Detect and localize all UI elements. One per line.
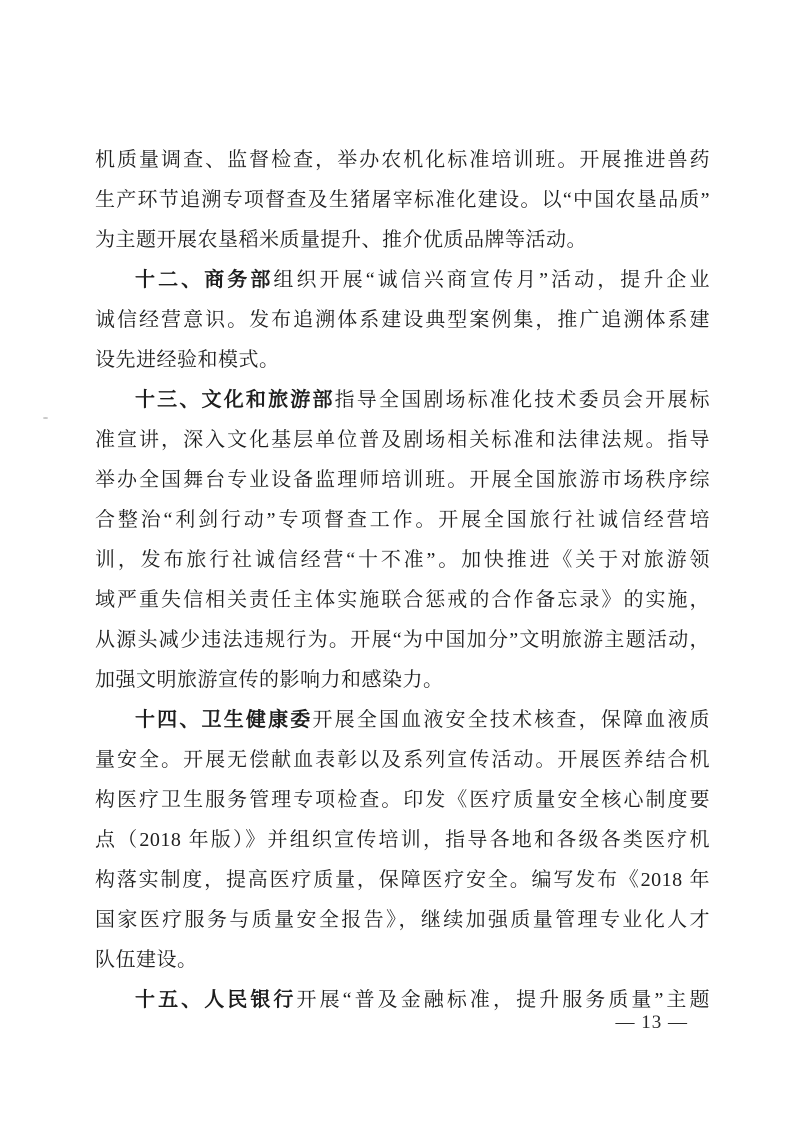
text-run: 构医疗卫生服务管理专项检查。印发《医疗质量安全核心制度要: [95, 789, 710, 811]
text-line: [95, 620, 710, 660]
text-run: 生产环节追溯专项督查及生猪屠宰标准化建设。以“中国农垦品质”: [95, 189, 710, 211]
scan-artifact: [43, 417, 48, 419]
text-run: 国家医疗服务与质量安全报告》，继续加强质量管理专业化人才: [95, 909, 710, 931]
paragraph: [95, 260, 710, 380]
text-line: [95, 660, 710, 700]
text-run: 准宣讲，深入文化基层单位普及剧场相关标准和法律法规。指导: [95, 429, 710, 451]
text-line: [95, 780, 710, 820]
text-line: [95, 580, 710, 620]
text-run: 构落实制度，提高医疗质量，保障医疗安全。编写发布《2018 年: [95, 869, 710, 891]
text-run: 域严重失信相关责任主体实施联合惩戒的合作备忘录》的实施，: [95, 589, 710, 611]
text-line: [95, 540, 710, 580]
text-line: [95, 300, 710, 340]
paragraph: [95, 700, 710, 980]
bold-run: 十三、文化和旅游部: [135, 389, 335, 411]
text-run: 从源头减少违法违规行为。开展“为中国加分”文明旅游主题活动，: [95, 629, 710, 651]
text-run: 诚信经营意识。发布追溯体系建设典型案例集，推广追溯体系建: [95, 309, 710, 331]
text-run: 开展“普及金融标准，提升服务质量”主题: [296, 989, 710, 1011]
text-run: 点（2018 年版）》并组织宣传培训，指导各地和各级各类医疗机: [95, 829, 710, 851]
text-line: [95, 140, 710, 180]
text-run: 举办全国舞台专业设备监理师培训班。开展全国旅游市场秩序综: [95, 469, 710, 491]
text-line: [95, 820, 710, 860]
text-line: [95, 900, 710, 940]
text-column: [95, 140, 710, 1020]
bold-run: 十四、卫生健康委: [135, 709, 313, 731]
text-run: 合整治“利剑行动”专项督查工作。开展全国旅行社诚信经营培: [95, 509, 710, 531]
text-line: [95, 340, 710, 380]
text-line: [95, 260, 710, 300]
text-line: [95, 700, 710, 740]
text-line: [95, 940, 710, 980]
text-line: [95, 860, 710, 900]
bold-run: 十二、商务部: [135, 269, 274, 291]
text-run: 组织开展“诚信兴商宣传月”活动，提升企业: [273, 269, 710, 291]
text-run: 队伍建设。: [95, 949, 198, 971]
bold-run: 十五、人民银行: [135, 989, 297, 1011]
text-run: 训，发布旅行社诚信经营“十不准”。加快推进《关于对旅游领: [95, 549, 710, 571]
text-run: 设先进经验和模式。: [95, 349, 280, 371]
text-run: 量安全。开展无偿献血表彰以及系列宣传活动。开展医养结合机: [95, 749, 710, 771]
text-line: [95, 420, 710, 460]
text-line: [95, 500, 710, 540]
text-run: 开展全国血液安全技术核查，保障血液质: [312, 709, 710, 731]
text-run: 为主题开展农垦稻米质量提升、推介优质品牌等活动。: [95, 229, 587, 251]
page-number: — 13 —: [615, 1012, 688, 1033]
paragraph: [95, 380, 710, 700]
text-run: 机质量调查、监督检查，举办农机化标准培训班。开展推进兽药: [95, 149, 710, 171]
text-run: 指导全国剧场标准化技术委员会开展标: [334, 389, 710, 411]
text-line: [95, 220, 710, 260]
paragraph: [95, 140, 710, 260]
text-line: [95, 460, 710, 500]
text-line: [95, 180, 710, 220]
text-line: [95, 740, 710, 780]
text-line: [95, 380, 710, 420]
text-run: 加强文明旅游宣传的影响力和感染力。: [95, 669, 444, 691]
